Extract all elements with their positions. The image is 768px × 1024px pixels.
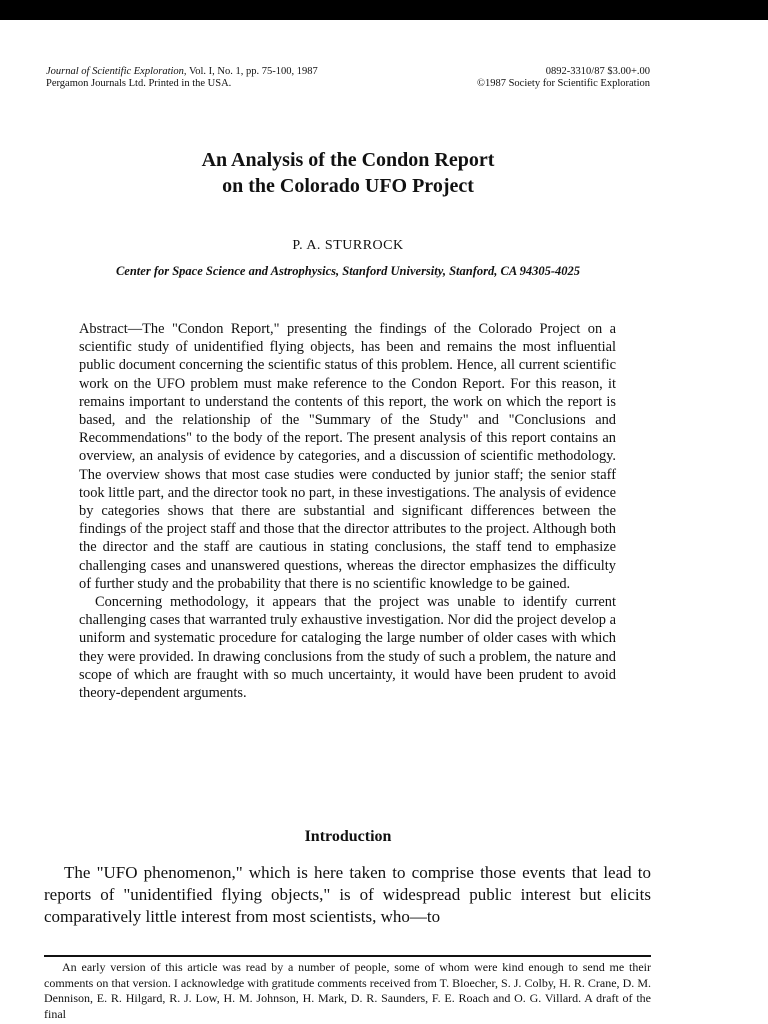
author-name: P. A. STURROCK — [292, 238, 404, 253]
journal-name: Journal of Scientific Exploration, — [46, 66, 187, 77]
abstract-paragraph-2: Concerning methodology, it appears that the project was unable to identify current challenging cases that warranted truly exhaustive investigation. Nor did the project develop a uniform and systematic procedure for cataloging the large number of older cases with which they were provided. In drawing conclusions from the study of such a problem, the nature and scope of which are fraught with so much uncertainty, it would have been prudent to avoid theory-dependent arguments. — [79, 594, 616, 702]
paper-title — [0, 147, 696, 199]
footnote-rule — [44, 955, 651, 957]
footnote: An early version of this article was read by a number of people, some of whom were kind enough to send me their comments on that version. I acknowledge with gratitude comments received from T. Bloecher, S. J. Colby, H. R. Crane, D. M. Dennison, E. R. Hilgard, R. J. Low, H. M. Johnson, H. Mark, D. R. Saunders, F. E. Roach and O. G. Villard. A draft of the final — [44, 960, 651, 1021]
author-affiliation: Center for Space Science and Astrophysics, Stanford University, Stanford, CA 94305-4025 — [115, 264, 581, 278]
issn-price: 0892-3310/87 $3.00+.00 — [545, 66, 650, 77]
abstract-paragraph-1: Abstract—The "Condon Report," presenting the findings of the Colorado Project on a scientific study of unidentified flying objects, has been and remains the most influential public document concerning the scientific status of this problem. Hence, all current scientific work on the UFO problem must make reference to the Condon Report. For this reason, it remains important to understand the contents of this report, the work on which the report is based, and the relationship of the "Summary of the Study" and "Conclusions and Recommendations" to the body of the report. The present analysis of this report contains an overview, an analysis of evidence by categories, and a discussion of scientific methodology. The overview shows that most case studies were conducted by junior staff; the senior staff took little part, and the director took no part, in these investigations. The analysis of evidence by categories shows that there are substantial and significant differences between the findings of the project staff and those that the director attributes to the project. Although both the director and the staff are cautious in stating conclusions, the staff tend to emphasize challenging cases and unanswered questions, whereas the director emphasizes the difficulty of further study and the probability that there is no scientific knowledge to be gained. — [79, 321, 616, 592]
introduction-paragraph: The "UFO phenomenon," which is here taken to comprise those events that lead to reports of "unidentified flying objects," is of widespread public interest but elicits comparatively little interest from most scientists, who—to — [44, 863, 651, 926]
title-line-1: An Analysis of the Condon Report — [201, 149, 495, 171]
copyright-line: ©1987 Society for Scientific Exploration — [476, 78, 650, 89]
abstract — [79, 320, 616, 702]
title-line-2: on the Colorado UFO Project — [222, 175, 474, 197]
journal-citation — [46, 66, 318, 90]
section-heading-introduction: Introduction — [304, 828, 392, 845]
top-bar — [0, 0, 768, 20]
volume-info: Vol. I, No. 1, pp. 75-100, 1987 — [189, 66, 318, 77]
publisher-line: Pergamon Journals Ltd. Printed in the USA. — [46, 78, 232, 89]
copyright-block — [477, 66, 650, 90]
